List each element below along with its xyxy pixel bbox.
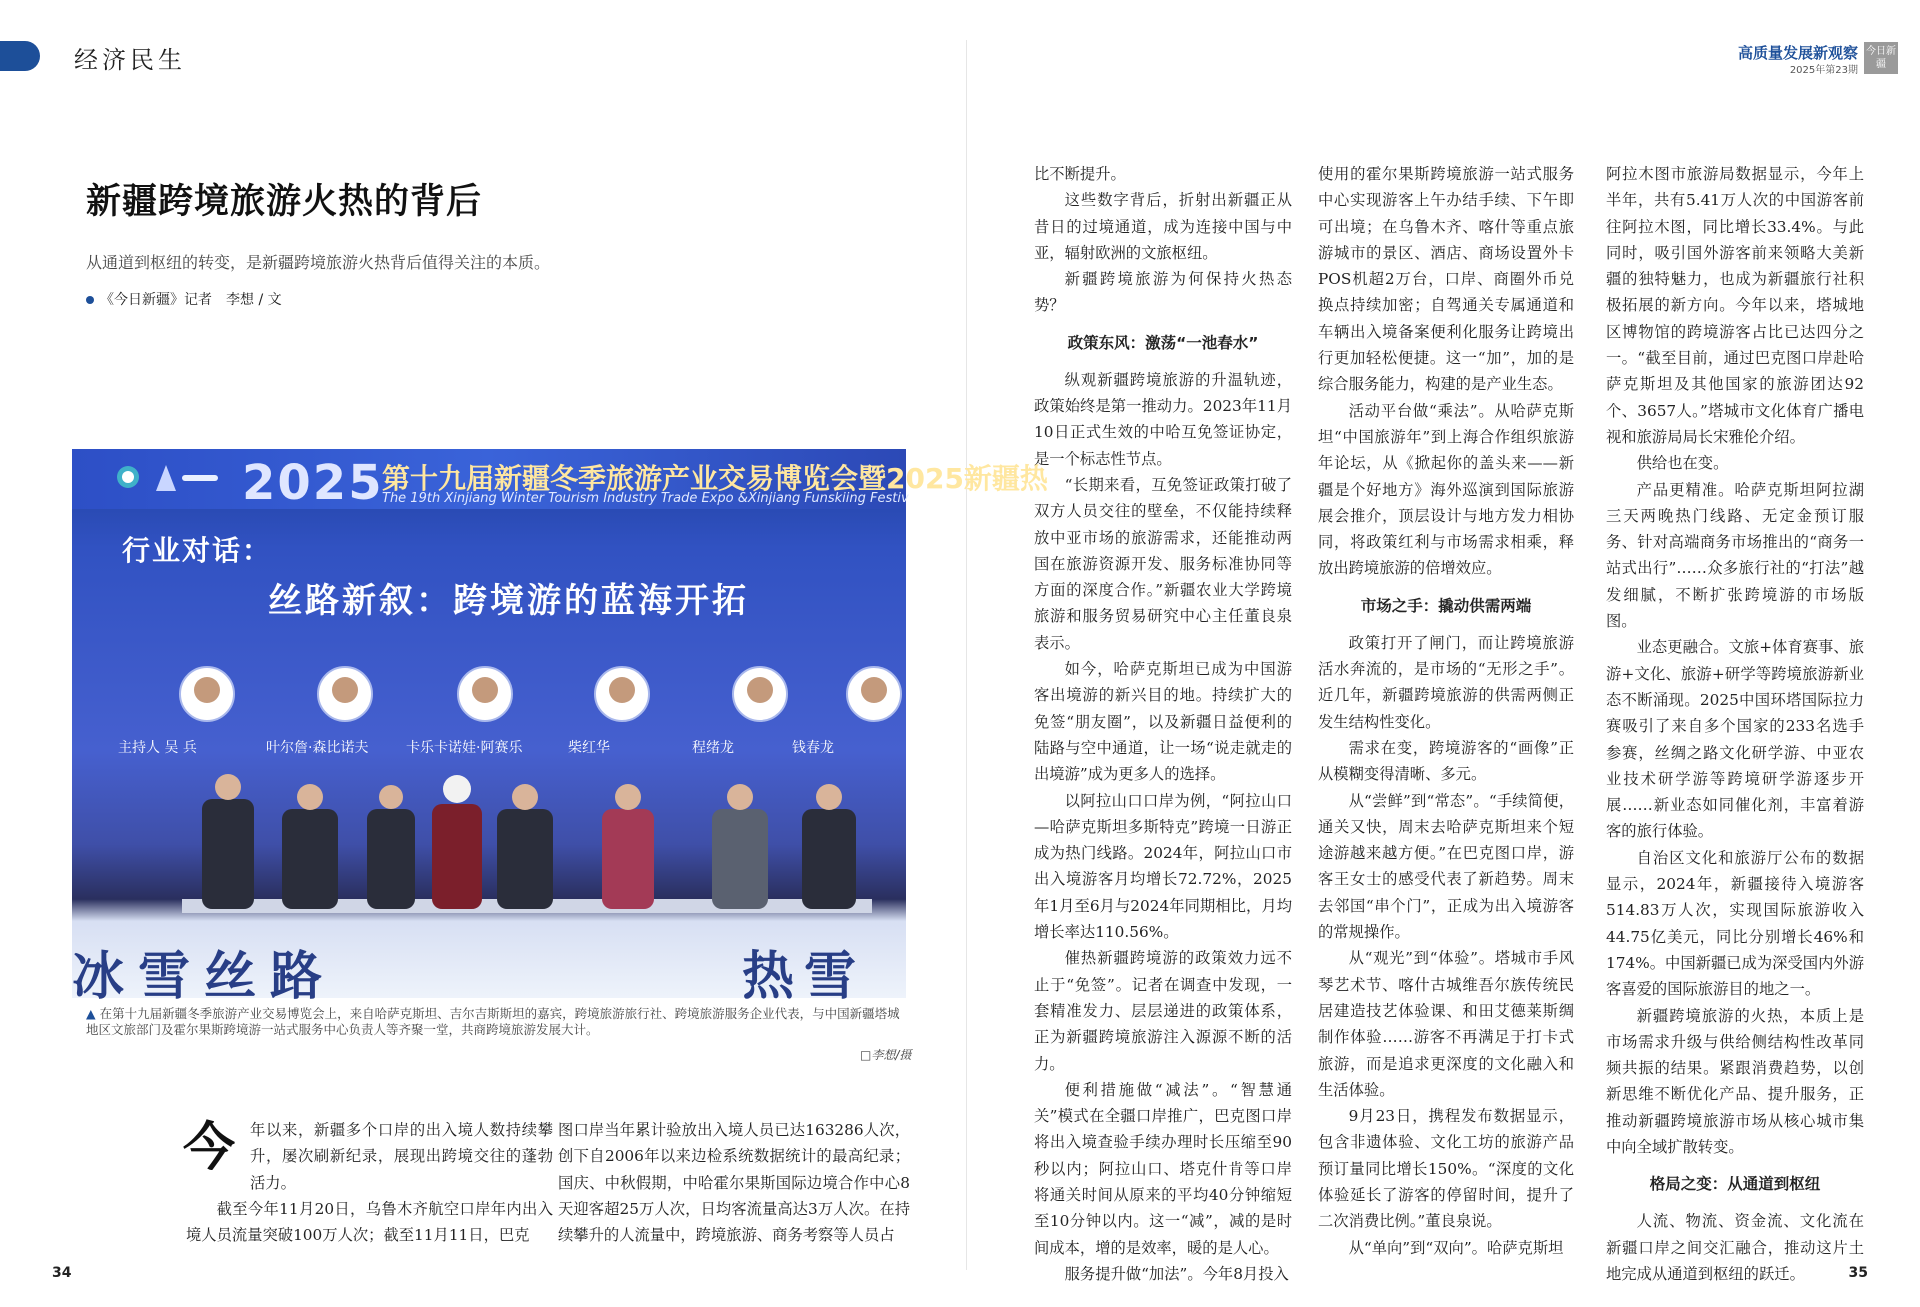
photo-caption [86, 1006, 904, 1038]
article-deck: 从通道到枢纽的转变，是新疆跨境旅游火热背后值得关注的本质。 [86, 253, 551, 272]
caption-text: 在第十九届新疆冬季旅游产业交易博览会上，来自哈萨克斯坦、吉尔吉斯斯坦的嘉宾，跨境旅游旅行社、跨境旅游服务企业代表，与中国新疆塔城地区文旅部门及霍尔果斯跨境游一站式服务中心负责人等齐聚一堂，共商跨境旅游发展大计。 [86, 1006, 900, 1037]
paragraph: 人流、物流、资金流、文化流在新疆口岸之间交汇融合，推动这片土地完成从通道到枢纽的跃迁。 [1606, 1212, 1864, 1283]
body-column-1 [1034, 161, 1292, 1287]
paragraph: 业态更融合。文旅+体育赛事、旅游+文化、旅游+研学等跨境旅游新业态不断涌现。2025中国环塔国际拉力赛吸引了来自多个国家的233名选手参赛，丝绸之路文化研学游、中亚农业技术研学游等跨境研学游逐步开展……新业态如同催化剂，丰富着游客的旅行体验。 [1606, 638, 1864, 841]
paragraph: 供给也在变。 [1636, 454, 1729, 473]
column-brand: 高质量发展新观察 [1737, 44, 1858, 62]
paragraph: 产品更精准。哈萨克斯坦阿拉湖三天两晚热门线路、无定金预订服务、针对高端商务市场推出的“商务一站式出行”……众多旅行社的“打法”越发细腻，不断扩张跨境游的市场版图。 [1606, 480, 1864, 631]
photo-banner-title: 第十九届新疆冬季旅游产业交易博览会暨2025新疆热 [382, 462, 1048, 495]
paragraph: 从“观光”到“体验”。塔城市手风琴艺术节、喀什古城维吾尔族传统民居建造技艺体验课、和田艾德莱斯绸制作体验……游客不再满足于打卡式旅游，而是追求更深度的文化融入和生活体验。 [1318, 949, 1574, 1099]
article-title: 新疆跨境旅游火热的背后 [86, 182, 483, 222]
byline-text: 《今日新疆》记者 李想 / 文 [100, 292, 282, 308]
photo-banner-english: The 19th Xinjiang Winter Tourism Industry Trade Expo &Xinjiang Funskiing Festiv [382, 491, 909, 506]
paragraph: 9月23日，携程发布数据显示，包含非遗体验、文化工坊的旅游产品预订量同比增长150%。“深度的文化体验延长了游客的停留时间，提升了二次消费比例。”董良泉说。 [1318, 1107, 1574, 1231]
paragraph: 截至今年11月20日，乌鲁木齐航空口岸年内出入境人员流量突破100万人次；截至11月11日，巴克 [186, 1199, 553, 1245]
paragraph: 催热新疆跨境游的政策效力远不止于“免签”。记者在调查中发现，一套精准发力、层层递进的政策体系，正为新疆跨境旅游注入源源不断的活力。 [1034, 949, 1292, 1073]
speaker-name-6: 钱春龙 [792, 740, 834, 756]
body-column-3 [1606, 161, 1864, 1287]
subheading: 市场之手：撬动供需两端 [1360, 596, 1532, 615]
paragraph: 阿拉木图市旅游局数据显示，今年上半年，共有5.41万人次的中国游客前往阿拉木图，同比增长33.4%。与此同时，吸引国外游客前来领略大美新疆的独特魅力，也成为新疆旅行社积极拓展的新方向。今年以来，塔城地区博物馆的跨境游客占比已达四分之一。“截至目前，通过巴克图口岸赴哈萨克斯坦及其他国家的旅游团达92个、3657人。”塔城市文化体育广播电视和旅游局局长宋雅伦介绍。 [1606, 165, 1864, 446]
subheading: 格局之变：从通道到枢纽 [1649, 1175, 1821, 1194]
paragraph: 新疆跨境旅游的火热，本质上是市场需求升级与供给侧结构性改革同频共振的结果。紧跟消费趋势，以创新思维不断优化产品、提升服务，正推动新疆跨境旅游市场从核心城市集中向全域扩散转变。 [1606, 1006, 1864, 1156]
paragraph: 从“单向”到“双向”。哈萨克斯坦 [1348, 1238, 1564, 1257]
issue-number: 2025年第23期 [1789, 65, 1858, 76]
paragraph: “长期来看，互免签证政策打破了双方人员交往的壁垒，不仅能持续释放中亚市场的旅游需求，还能推动两国在旅游资源开发、服务标准协同等方面的深度合作。”新疆农业大学跨境旅游和服务贸易研究中心主任董良泉表示。 [1034, 475, 1292, 652]
speaker-name-2: 叶尔詹·森比诺夫 [266, 740, 369, 756]
photo-credit: □李想/摄 [860, 1048, 912, 1062]
paragraph: 纵观新疆跨境旅游的升温轨迹，政策始终是第一推动力。2023年11月10日正式生效的中哈互免签证协定，是一个标志性节点。 [1034, 370, 1292, 468]
photo-industry-dialogue: 行业对话： [122, 534, 273, 567]
body-column-bottom-1 [186, 1117, 553, 1248]
section-title: 经济民生 [74, 46, 186, 74]
page-number-right: 35 [1848, 1265, 1868, 1281]
paragraph: 活动平台做“乘法”。从哈萨克斯坦“中国旅游年”到上海合作组织旅游年论坛，从《掀起你的盖头来——新疆是个好地方》海外巡演到国际旅游展会推介，顶层设计与地方发力相协同，将政策红利与市场需求相乘，释放出跨境旅游的倍增效应。 [1318, 401, 1574, 578]
byline-bullet-icon [86, 296, 94, 304]
section-tab-marker [0, 41, 40, 71]
photo-floor-text-left: 冰雪丝路 [72, 946, 337, 1007]
paragraph: 服务提升做“加法”。今年8月投入 [1064, 1264, 1289, 1283]
paragraph: 政策打开了闸门，而让跨境旅游活水奔流的，是市场的“无形之手”。近几年，新疆跨境旅游的供需两侧正发生结构性变化。 [1318, 633, 1574, 731]
paragraph: 便利措施做“减法”。“智慧通关”模式在全疆口岸推广，巴克图口岸将出入境查验手续办理时长压缩至90秒以内；阿拉山口、塔克什肯等口岸将通关时间从原来的平均40分钟缩短至10分钟以内。这一“减”，减的是时间成本，增的是效率，暖的是人心。 [1034, 1080, 1292, 1257]
paragraph: 使用的霍尔果斯跨境旅游一站式服务中心实现游客上午办结手续、下午即可出境；在乌鲁木齐、喀什等重点旅游城市的景区、酒店、商场设置外卡POS机超2万台，口岸、商圈外币兑换点持续加密；自驾通关专属通道和车辆出入境备案便利化服务让跨境出行更加轻松便捷。这一“加”，加的是综合服务能力，构建的是产业生态。 [1318, 165, 1574, 394]
body-column-2 [1318, 161, 1574, 1261]
body-column-bottom-2 [558, 1117, 910, 1248]
paragraph: 新疆跨境旅游为何保持火热态势？ [1034, 270, 1292, 315]
magazine-logo: 今日新疆 [1864, 42, 1898, 74]
page-gutter [966, 40, 967, 1270]
paragraph: 需求在变，跨境游客的“画像”正从模糊变得清晰、多元。 [1318, 738, 1574, 784]
photo-floor-text-right: 热雪 [742, 946, 867, 1007]
speaker-name-5: 程绪龙 [692, 740, 734, 756]
paragraph: 年以来，新疆多个口岸的出入境人数持续攀升，屡次刷新纪录，展现出跨境交往的蓬勃活力。 [250, 1121, 553, 1192]
subheading: 政策东风：激荡“一池春水” [1067, 333, 1259, 352]
speaker-name-4: 柴红华 [568, 740, 610, 756]
paragraph: 以阿拉山口口岸为例，“阿拉山口—哈萨克斯坦多斯特克”跨境一日游正成为热门线路。2024年，阿拉山口市出入境游客月均增长72.72%，2025年1月至6月与2024年同期相比，月均增长率达110.56%。 [1034, 791, 1292, 942]
paragraph: 自治区文化和旅游厅公布的数据显示，2024年，新疆接待入境游客514.83万人次，实现国际旅游收入44.75亿美元，同比分别增长46%和174%。中国新疆已成为深受国内外游客喜爱的国际旅游目的地之一。 [1606, 848, 1864, 999]
paragraph: 图口岸当年累计验放出入境人员已达163286人次，创下自2006年以来边检系统数据统计的最高纪录；国庆、中秋假期，中哈霍尔果斯国际边境合作中心8天迎客超25万人次，日均客流量高达3万人次。在持续攀升的人流量中，跨境旅游、商务考察等人员占 [558, 1121, 910, 1245]
paragraph: 比不断提升。 [1034, 165, 1126, 183]
paragraph: 如今，哈萨克斯坦已成为中国游客出境游的新兴目的地。持续扩大的免签“朋友圈”，以及新疆日益便利的陆路与空中通道，让一场“说走就走的出境游”成为更多人的选择。 [1034, 660, 1292, 784]
paragraph: 这些数字背后，折射出新疆正从昔日的过境通道，成为连接中国与中亚，辐射欧洲的文旅枢纽。 [1034, 191, 1292, 262]
paragraph: 从“尝鲜”到“常态”。“手续简便，通关又快，周末去哈萨克斯坦来个短途游越来越方便。”在巴克图口岸，游客王女士的感受代表了新趋势。周末去邻国“串个门”，正成为出入境游客的常规操作。 [1318, 791, 1574, 942]
photo-banner-year: 2025 [242, 455, 384, 511]
event-photo [72, 449, 1048, 1007]
article-byline [86, 289, 282, 309]
page-number-left: 34 [52, 1265, 72, 1281]
speaker-name-3: 卡乐卡诺娃·阿赛乐 [406, 740, 523, 756]
panel-participants [182, 739, 872, 949]
drop-cap: 今 [183, 1117, 236, 1178]
speaker-name-1: 主持人 吴 兵 [118, 740, 197, 756]
photo-panel-subject: 丝路新叙：跨境游的蓝海开拓 [268, 581, 749, 621]
caption-triangle-icon: ▲ [86, 1006, 96, 1021]
expo-logo-icon [112, 457, 222, 497]
